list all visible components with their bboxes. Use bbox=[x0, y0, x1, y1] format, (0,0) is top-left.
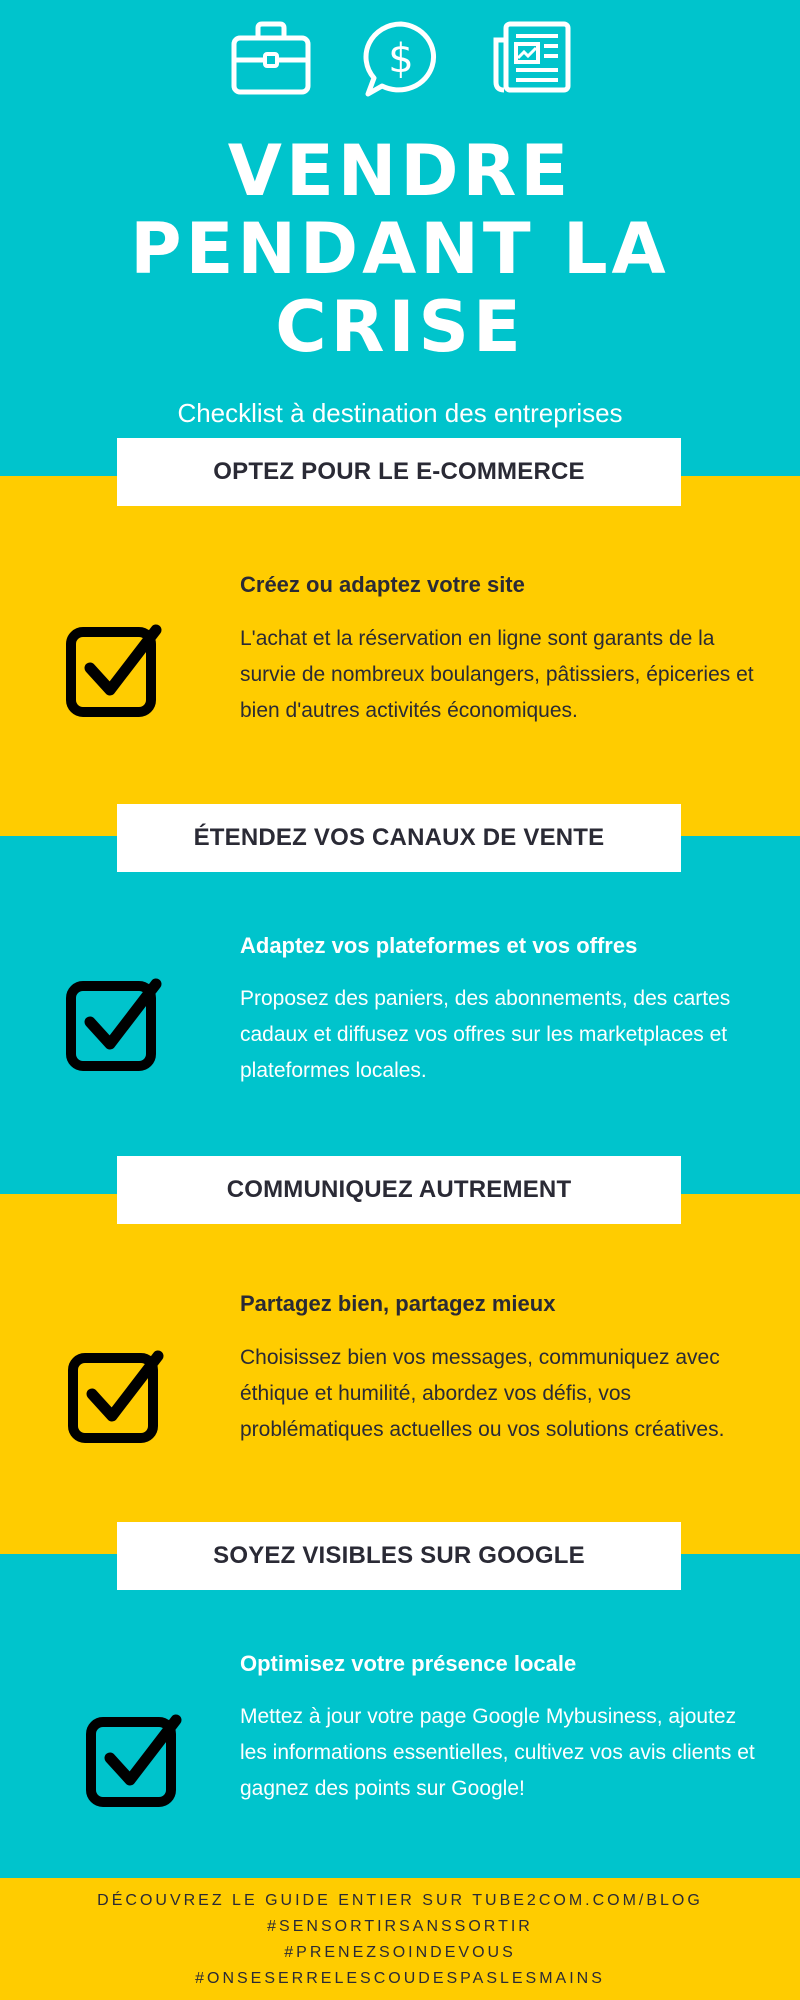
footer-hashtag: #PRENEZSOINDEVOUS bbox=[284, 1944, 516, 1961]
item-text: Choisissez bien vos messages, communiquez avec éthique et humilité, abordez vos défis, vos problématiques actuelles ou vos solutions créatives. bbox=[240, 1346, 725, 1441]
checkbox-checked-icon bbox=[68, 1348, 164, 1444]
briefcase-icon bbox=[230, 20, 312, 96]
newspaper-icon bbox=[490, 20, 572, 96]
section-title: ÉTENDEZ VOS CANAUX DE VENTE bbox=[193, 824, 605, 851]
subtitle: Checklist à destination des entreprises bbox=[177, 398, 623, 428]
main-title bbox=[0, 132, 800, 366]
item-heading: Partagez bien, partagez mieux bbox=[240, 1291, 556, 1316]
section-title: COMMUNIQUEZ AUTREMENT bbox=[226, 1176, 572, 1203]
header-icons bbox=[0, 20, 800, 96]
item-heading: Optimisez votre présence locale bbox=[240, 1651, 577, 1676]
section-title-box bbox=[117, 438, 681, 506]
dollar-chat-icon bbox=[362, 20, 440, 98]
item-text: Proposez des paniers, des abonnements, des cartes cadaux et diffusez vos offres sur les marketplaces et plateformes locales. bbox=[240, 987, 731, 1082]
item-heading: Créez ou adaptez votre site bbox=[240, 572, 525, 597]
section-title-box bbox=[117, 804, 681, 872]
footer-hashtag: #SENSORTIRSANSSORTIR bbox=[267, 1918, 533, 1935]
title-line: PENDANT LA bbox=[130, 208, 670, 290]
title-line: VENDRE bbox=[227, 130, 573, 212]
item-text: L'achat et la réservation en ligne sont garants de la survie de nombreux boulangers, pâtissiers, épiceries et bien d'autres activités économiques. bbox=[240, 627, 754, 722]
section-title: SOYEZ VISIBLES SUR GOOGLE bbox=[213, 1542, 585, 1569]
checkbox-checked-icon bbox=[86, 1712, 182, 1808]
checkbox-checked-icon bbox=[66, 976, 162, 1072]
footer-guide-link[interactable]: DÉCOUVREZ LE GUIDE ENTIER SUR TUBE2COM.COM/BLOG bbox=[97, 1892, 703, 1909]
section-title-box bbox=[117, 1522, 681, 1590]
footer bbox=[0, 1878, 800, 2000]
footer-hashtag: #ONSESERRELESCOUDESPASLESMAINS bbox=[195, 1970, 605, 1987]
checkbox-checked-icon bbox=[66, 622, 162, 718]
svg-text:$: $ bbox=[388, 36, 414, 82]
title-line: CRISE bbox=[275, 286, 525, 368]
section-title-box bbox=[117, 1156, 681, 1224]
item-text: Mettez à jour votre page Google Mybusiness, ajoutez les informations essentielles, cultivez vos avis clients et gagnez des points sur Google! bbox=[240, 1705, 755, 1800]
item-heading: Adaptez vos plateformes et vos offres bbox=[240, 933, 638, 958]
section-title: OPTEZ POUR LE E-COMMERCE bbox=[213, 458, 585, 485]
